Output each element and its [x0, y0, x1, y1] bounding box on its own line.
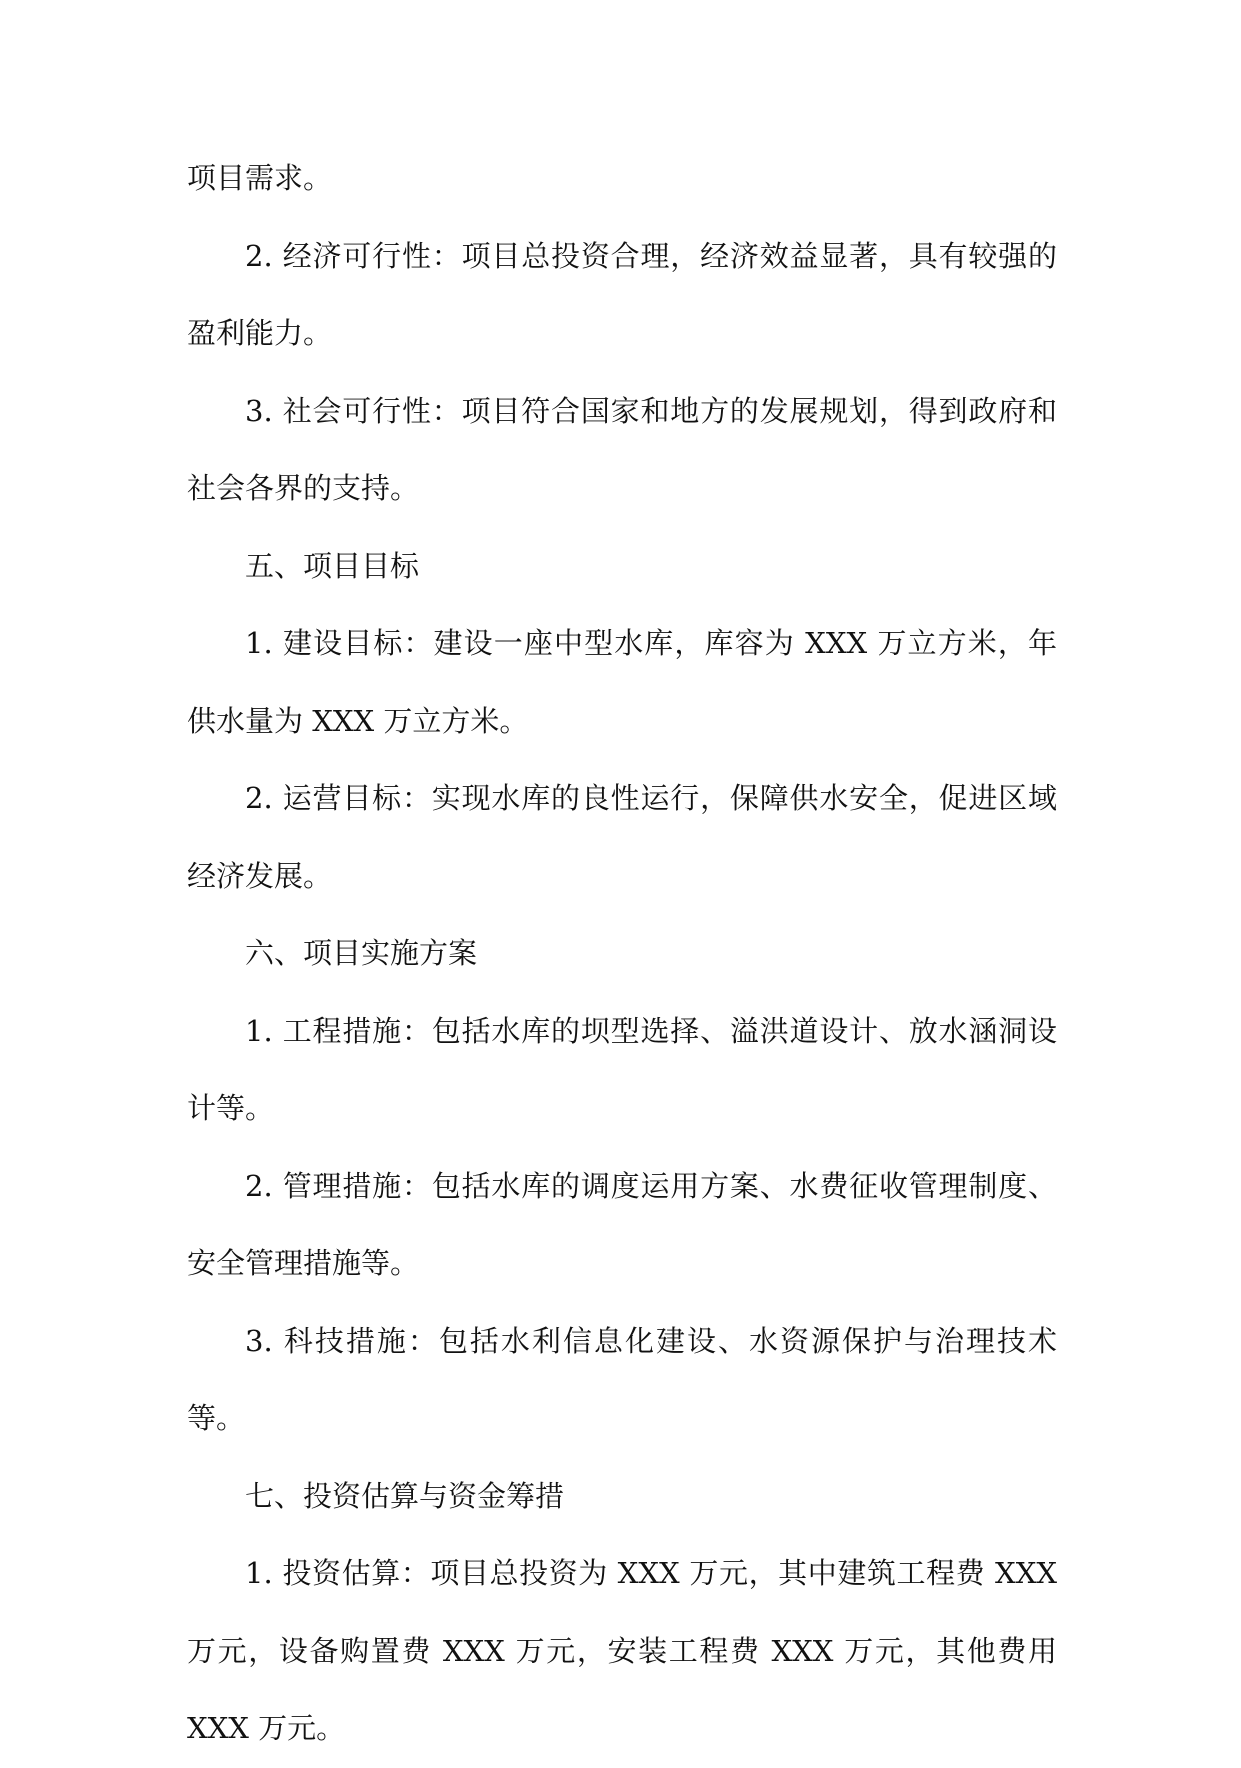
paragraph-operation-goal: 2. 运营目标：实现水库的良性运行，保障供水安全，促进区域经济发展。: [187, 781, 1057, 893]
paragraph-construction-goal: 1. 建设目标：建设一座中型水库，库容为 XXX 万立方米，年供水量为 XXX 万立方米。: [187, 626, 1057, 738]
paragraph-technology-measures: 3. 科技措施：包括水利信息化建设、水资源保护与治理技术等。: [187, 1323, 1057, 1435]
paragraph-investment-estimate: 1. 投资估算：项目总投资为 XXX 万元，其中建筑工程费 XXX 万元，设备购置费 XXX 万元，安装工程费 XXX 万元，其他费用 XXX 万元。: [187, 1556, 1057, 1745]
paragraph-economic-feasibility: 2. 经济可行性：项目总投资合理，经济效益显著，具有较强的盈利能力。: [187, 238, 1057, 350]
paragraph-engineering-measures: 1. 工程措施：包括水库的坝型选择、溢洪道设计、放水涵洞设计等。: [187, 1013, 1057, 1125]
paragraph-continuation: 项目需求。: [187, 161, 333, 195]
document-body: [187, 140, 1057, 1768]
section-heading-implementation-plan: 六、项目实施方案: [245, 936, 478, 970]
section-heading-project-goals: 五、项目目标: [245, 548, 420, 583]
section-heading-investment-funding: 七、投资估算与资金筹措: [245, 1478, 565, 1513]
paragraph-management-measures: 2. 管理措施：包括水库的调度运用方案、水费征收管理制度、安全管理措施等。: [187, 1168, 1057, 1280]
paragraph-social-feasibility: 3. 社会可行性：项目符合国家和地方的发展规划，得到政府和社会各界的支持。: [187, 393, 1057, 505]
